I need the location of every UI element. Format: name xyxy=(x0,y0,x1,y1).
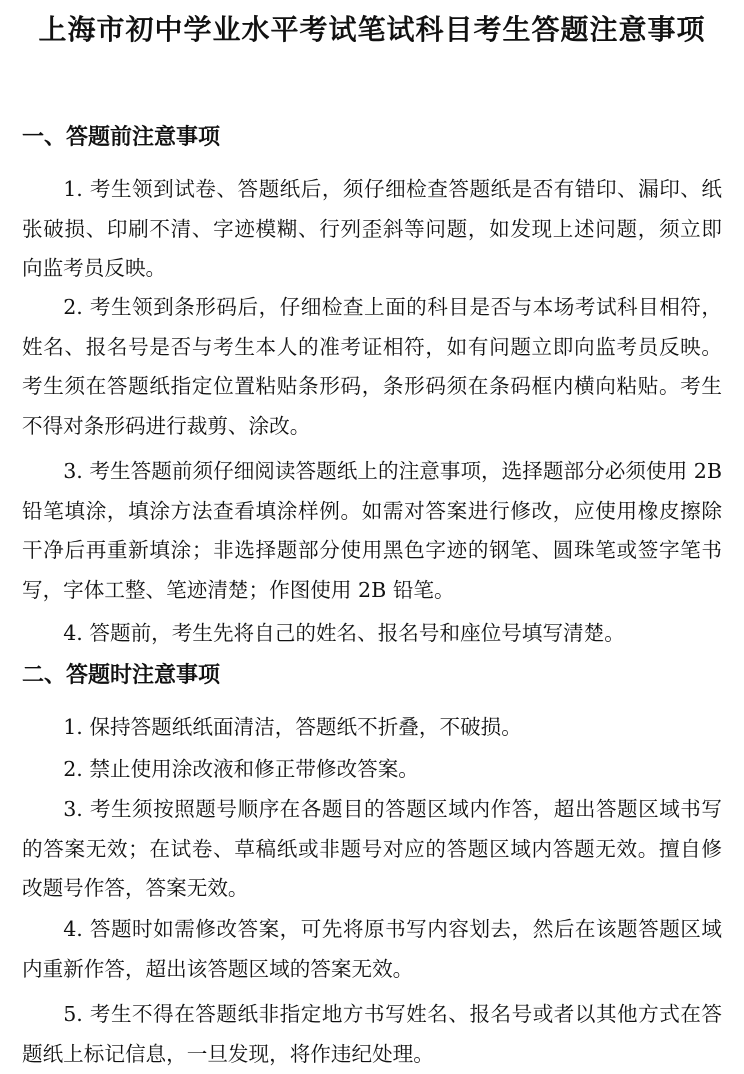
before-item-1: 1. 考生领到试卷、答题纸后，须仔细检查答题纸是否有错印、漏印、纸张破损、印刷不清、字迹模糊、行列歪斜等问题，如发现上述问题，须立即向监考员反映。 xyxy=(22,177,722,280)
section-heading-before-answering: 一、答题前注意事项 xyxy=(22,125,221,150)
during-item-4: 4. 答题时如需修改答案，可先将原书写内容划去，然后在该题答题区域内重新作答，超出该答题区域的答案无效。 xyxy=(22,917,722,981)
during-item-2: 2. 禁止使用涂改液和修正带修改答案。 xyxy=(63,757,419,781)
during-item-5: 5. 考生不得在答题纸非指定地方书写姓名、报名号或者以其他方式在答题纸上标记信息，一旦发现，将作违纪处理。 xyxy=(22,1002,722,1066)
before-item-3: 3. 考生答题前须仔细阅读答题纸上的注意事项，选择题部分必须使用 2B 铅笔填涂，填涂方法查看填涂样例。如需对答案进行修改，应使用橡皮擦除干净后再重新填涂；非选择题部分使用黑色字迹的钢笔、圆珠笔或签字笔书写，字体工整、笔迹清楚；作图使用 2B 铅笔。 xyxy=(22,459,722,602)
section-heading-during-answering: 二、答题时注意事项 xyxy=(22,663,221,688)
during-item-1: 1. 保持答题纸纸面清洁，答题纸不折叠，不破损。 xyxy=(63,715,522,739)
during-item-3: 3. 考生须按照题号顺序在各题目的答题区域内作答，超出答题区域书写的答案无效；在试卷、草稿纸或非题号对应的答题区域内答题无效。擅自修改题号作答，答案无效。 xyxy=(22,797,722,900)
before-item-2: 2. 考生领到条形码后，仔细检查上面的科目是否与本场考试科目相符，姓名、报名号是否与考生本人的准考证相符，如有问题立即向监考员反映。考生须在答题纸指定位置粘贴条形码，条形码须在条码框内横向粘贴。考生不得对条形码进行裁剪、涂改。 xyxy=(22,295,722,438)
document-title: 上海市初中学业水平考试笔试科目考生答题注意事项 xyxy=(38,13,706,46)
before-item-4: 4. 答题前，考生先将自己的姓名、报名号和座位号填写清楚。 xyxy=(63,621,625,645)
